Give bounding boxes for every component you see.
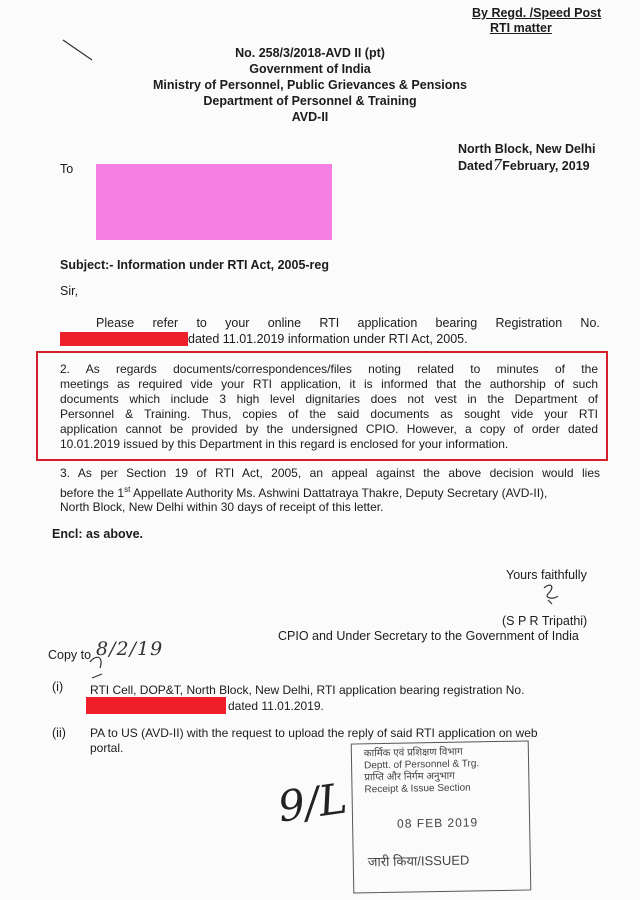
ministry-line: Ministry of Personnel, Public Grievances & Pensions xyxy=(153,78,467,92)
copy-item-number: (ii) xyxy=(52,726,66,740)
stamp-issued: जारी किया/ISSUED xyxy=(367,852,470,870)
handwritten-initial-mark: 9/L xyxy=(274,773,350,832)
redacted-registration-no xyxy=(60,332,188,346)
para2-line: 10.01.2019 issued by this Department in this regard is enclosed for your information. xyxy=(60,437,509,451)
salutation: Sir, xyxy=(60,284,79,298)
redacted-registration-no xyxy=(86,697,226,714)
para3-line2 xyxy=(60,482,620,501)
department-line: Department of Personnel & Training xyxy=(203,94,417,108)
rti-matter-label: RTI matter xyxy=(490,21,552,35)
word: your xyxy=(225,316,250,330)
file-number: No. 258/3/2018-AVD II (pt) xyxy=(235,46,385,60)
subject-line: Subject:- Information under RTI Act, 2005-reg xyxy=(60,258,330,272)
yours-faithfully: Yours faithfully xyxy=(506,568,587,582)
handwritten-date: 8/2/19 xyxy=(96,638,164,660)
handwritten-scribble xyxy=(86,634,170,684)
para1-line2: dated 11.01.2019 information under RTI Act, 2005. xyxy=(188,332,468,346)
division-line: AVD-II xyxy=(291,110,329,124)
para2-line: application cannot be provided by the undersigned CPIO. However, a copy of order dated xyxy=(60,422,598,436)
copy-to-label: Copy to xyxy=(48,648,92,662)
copy-item-text: RTI Cell, DOP&T, North Block, New Delhi, RTI application bearing registration No. xyxy=(90,683,525,697)
word: application xyxy=(357,316,418,330)
word: refer xyxy=(152,316,179,330)
word: No. xyxy=(580,316,600,330)
signatory-designation: CPIO and Under Secretary to the Government of India xyxy=(278,629,579,643)
para1-line1 xyxy=(96,316,600,331)
para2-line: Personnel & Training. Thus, copies of the said documents as sought vide your RTI xyxy=(60,407,598,421)
word: bearing xyxy=(435,316,478,330)
superscript: st xyxy=(124,485,131,494)
para2 xyxy=(60,362,598,452)
date-prefix: Dated xyxy=(458,159,493,173)
stamp-line: Receipt & Issue Section xyxy=(364,782,471,796)
copy-item-number: (i) xyxy=(52,680,64,694)
stamp-line: कार्मिक एवं प्रशिक्षण विभाग xyxy=(363,746,463,760)
redacted-addressee xyxy=(96,164,332,240)
signatory-name: (S P R Tripathi) xyxy=(502,614,588,628)
date-suffix: February, 2019 xyxy=(502,159,590,173)
para2-line: 2. As regards documents/correspondences/files noting related to minutes of the xyxy=(60,362,598,376)
word: to xyxy=(196,316,207,330)
dispatch-mode: By Regd. /Speed Post xyxy=(472,6,602,20)
copy-item-text: dated 11.01.2019. xyxy=(228,699,324,713)
date-line xyxy=(458,158,633,174)
to-label: To xyxy=(60,162,74,176)
word: Please xyxy=(96,316,135,330)
date-day-handwritten: 7 xyxy=(492,156,503,174)
copy-item-text: PA to US (AVD-II) with the request to upload the reply of said RTI application on web xyxy=(90,726,538,740)
stamp-line: प्राप्ति और निर्गम अनुभाग xyxy=(364,770,455,784)
word: Registration xyxy=(495,316,563,330)
word: online xyxy=(267,316,302,330)
stamp-line: Deptt. of Personnel & Trg. xyxy=(363,758,480,772)
place-line: North Block, New Delhi xyxy=(458,142,596,156)
pen-stroke-mark xyxy=(60,36,100,66)
para3-text: Appellate Authority Ms. Ashwini Dattatraya Thakre, Deputy Secretary (AVD-II), xyxy=(130,486,548,500)
government-line: Government of India xyxy=(249,62,371,76)
para3-line3: North Block, New Delhi within 30 days of receipt of this letter. xyxy=(60,500,384,514)
stamp-date: 08 FEB 2019 xyxy=(396,815,479,831)
receipt-issue-stamp xyxy=(351,740,532,893)
enclosure-line: Encl: as above. xyxy=(52,527,144,541)
para2-line: meetings as required vide your RTI application, it is informed that the authorship of such xyxy=(60,377,598,391)
signature-scribble xyxy=(536,578,566,608)
word: RTI xyxy=(319,316,340,330)
para3-text: before the 1 xyxy=(60,486,125,500)
para3-line1: 3. As per Section 19 of RTI Act, 2005, an appeal against the above decision would lies xyxy=(60,466,600,480)
copy-item-text: portal. xyxy=(90,741,124,755)
para2-line: documents which include 3 high level dignitaries does not vest in the Department of xyxy=(60,392,598,406)
